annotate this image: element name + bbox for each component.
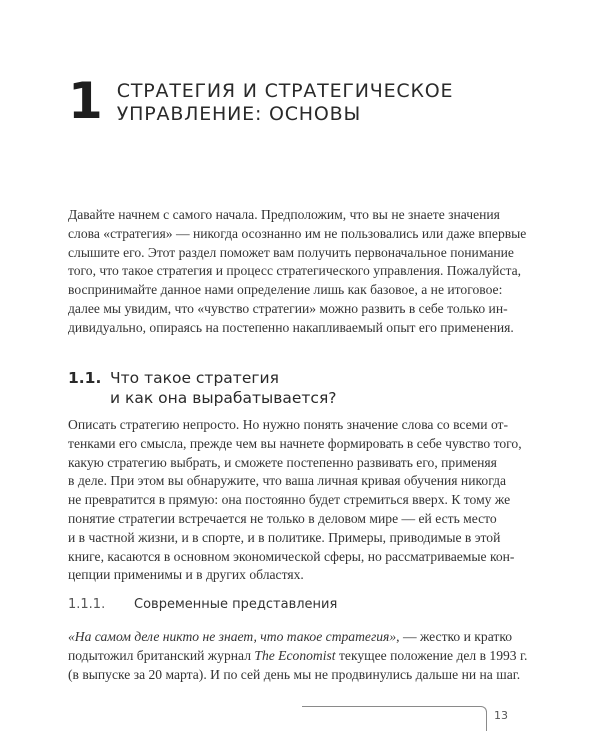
chapter-title-line: УПРАВЛЕНИЕ: ОСНОВЫ — [116, 103, 362, 125]
text-line: слышите его. Этот раздел поможет вам получить первоначальное понимание — [68, 244, 514, 260]
subsection-title: Современные представления — [134, 597, 338, 612]
text-line: Давайте начнем с самого начала. Предположим, что вы не знаете значения — [68, 207, 500, 222]
text-line: цепции применимы и в других областях. — [68, 567, 304, 583]
text-line: дивидуально, опираясь на постепенно накапливаемый опыт его применения. — [68, 319, 514, 335]
text-line: слова «стратегия» — никогда осознанно им не пользовались или даже впервые — [68, 225, 527, 241]
text-line: далее мы увидим, что «чувство стратегии» можно развить в себе только ин- — [68, 300, 508, 316]
chapter-header — [68, 72, 454, 130]
subsection-paragraph — [68, 628, 536, 684]
text-line: понятие стратегии встречается не только в деловом мире — ей есть место — [68, 510, 497, 526]
chapter-title — [117, 78, 454, 126]
text-line: не превратится в прямую: она постоянно будет стремиться вверх. К тому же — [68, 492, 511, 508]
section-title-line: Что такое стратегия — [110, 369, 279, 387]
text-line: какую стратегию выбрать, и сможете постепенно развивать его, применяя — [68, 454, 497, 470]
section-heading — [68, 368, 337, 408]
text-line: Описать стратегию непросто. Но нужно понять значение слова со всеми от- — [68, 417, 509, 432]
text-fragment: , — жестко и кратко — [396, 629, 513, 644]
text-line: (в выпуске за 20 марта). И по сей день мы не продвинулись дальше ни на шаг. — [68, 666, 521, 682]
section-paragraph — [68, 416, 536, 585]
text-line: в деле. При этом вы обнаружите, что ваша личная кривая обучения никогда — [68, 473, 507, 489]
subsection-number: 1.1.1. — [68, 597, 106, 612]
intro-paragraph — [68, 206, 536, 338]
section-title-line: и как она вырабатывается? — [110, 389, 337, 407]
text-line: книге, касаются в основном экономической сферы, но рассматриваемые кон- — [68, 548, 515, 564]
text-line — [68, 628, 536, 647]
text-line: тенками его смысла, прежде чем вы начнете формировать в себе чувство того, — [68, 435, 522, 451]
section-number: 1.1. — [68, 369, 102, 387]
footer-rule-corner — [480, 706, 487, 731]
chapter-title-line: СТРАТЕГИЯ И СТРАТЕГИЧЕСКОЕ — [116, 80, 454, 102]
text-line — [68, 647, 536, 666]
section-title — [110, 368, 337, 408]
page-number: 13 — [494, 709, 508, 722]
chapter-number: 1 — [68, 72, 103, 130]
subsection-heading — [68, 596, 337, 614]
footer-rule — [302, 706, 480, 707]
text-line: того, что такое стратегия и процесс стратегического управления. Пожалуйста, — [68, 263, 522, 279]
journal-name: The Economist — [254, 647, 336, 663]
quote-text: «На самом деле никто не знает, что такое стратегия» — [68, 629, 397, 644]
text-line: воспринимайте данное нами определение лишь как базовое, а не итоговое: — [68, 282, 503, 298]
text-line: и в частной жизни, и в спорте, и в политике. Примеры, приводимые в этой — [68, 529, 501, 545]
text-fragment: текущее положение дел в 1993 г. — [335, 647, 528, 663]
text-fragment: подытожил британский журнал — [68, 647, 255, 663]
